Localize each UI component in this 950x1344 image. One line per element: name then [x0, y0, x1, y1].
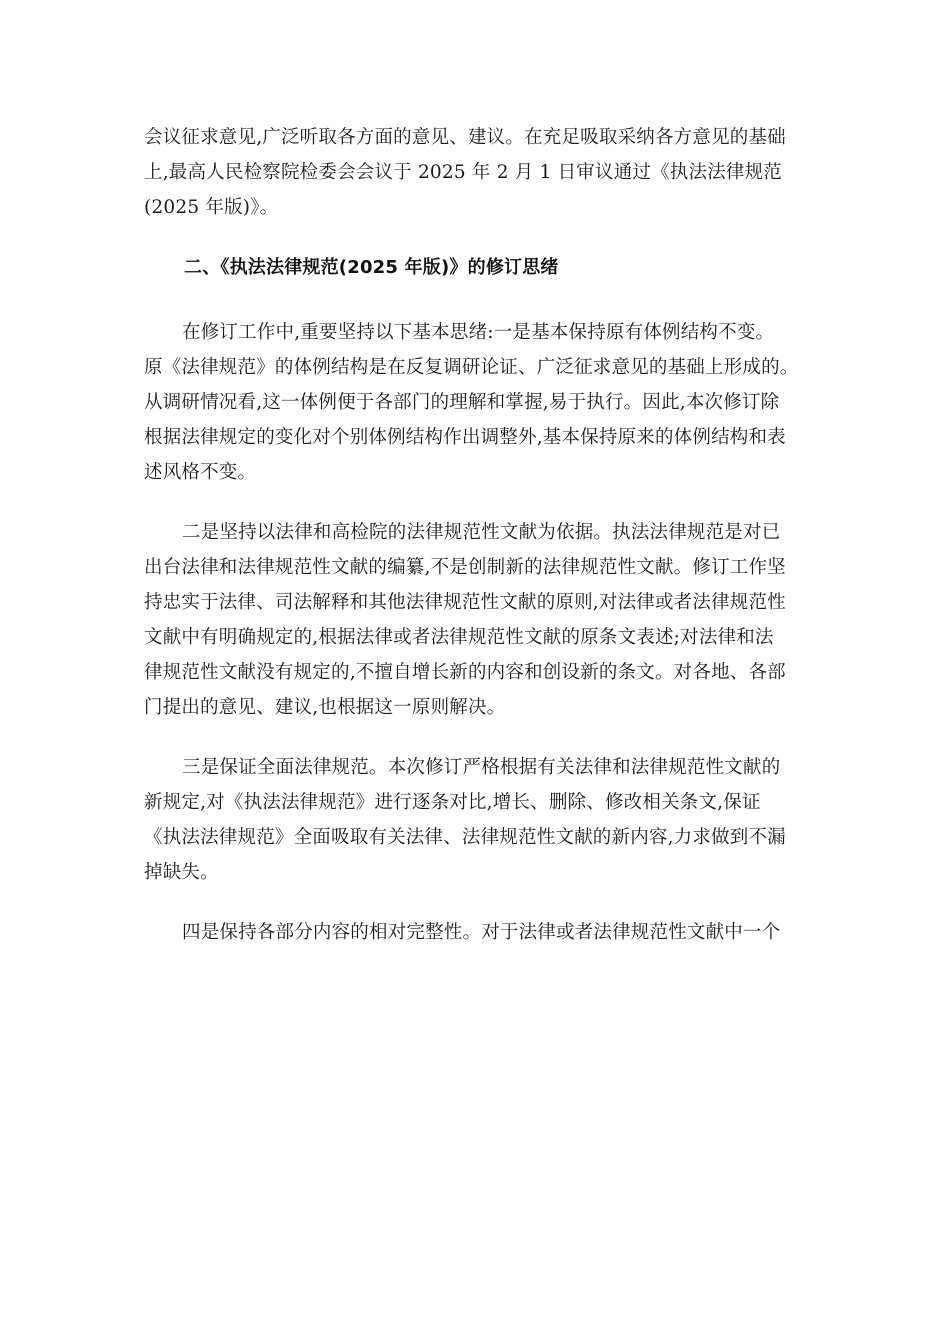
paragraph-line: 文献中有明确规定的,根据法律或者法律规范性文献的原条文表述;对法律和法 — [144, 627, 774, 648]
paragraph-line: 三是保证全面法律规范。本次修订严格根据有关法律和法律规范性文献的 — [182, 757, 781, 778]
paragraph-line: 在修订工作中,重要坚持以下基本思绪:一是基本保持原有体例结构不变。 — [182, 322, 775, 343]
paragraph-line: 门提出的意见、建议,也根据这一原则解决。 — [144, 697, 506, 718]
paragraph-1 — [144, 120, 809, 225]
paragraph-line: 从调研情况看,这一体例便于各部门的理解和掌握,易于执行。因此,本次修订除 — [144, 392, 780, 413]
paragraph-line: (2025 年版)》。 — [144, 197, 279, 218]
paragraph-line: 律规范性文献没有规定的,不擅自增长新的内容和创设新的条文。对各地、各部 — [144, 662, 786, 683]
paragraph-line: 根据法律规定的变化对个别体例结构作出调整外,基本保持原来的体例结构和表 — [144, 427, 786, 448]
paragraph-line: 持忠实于法律、司法解释和其他法律规范性文献的原则,对法律或者法律规范性 — [144, 592, 786, 613]
paragraph-line: 掉缺失。 — [144, 862, 219, 883]
paragraph-line: 二是坚持以法律和高检院的法律规范性文献为依据。执法法律规范是对已 — [182, 522, 781, 543]
paragraph-line: 原《法律规范》的体例结构是在反复调研论证、广泛征求意见的基础上形成的。 — [144, 357, 799, 378]
paragraph-4 — [144, 750, 809, 890]
paragraph-line: 四是保持各部分内容的相对完整性。对于法律或者法律规范性文献中一个 — [182, 922, 781, 943]
section-heading: 二、《执法法律规范(2025 年版)》的修订思绪 — [184, 257, 559, 278]
paragraph-line: 会议征求意见,广泛听取各方面的意见、建议。在充足吸取采纳各方意见的基础 — [144, 127, 786, 148]
paragraph-line: 《执法法律规范》全面吸取有关法律、法律规范性文献的新内容,力求做到不漏 — [144, 827, 786, 848]
paragraph-line: 上,最高人民检察院检委会会议于 2025 年 2 月 1 日审议通过《执法法律规范 — [144, 162, 782, 183]
paragraph-line: 述风格不变。 — [144, 462, 257, 483]
paragraph-3 — [144, 515, 809, 725]
paragraph-5 — [144, 915, 809, 950]
paragraph-2 — [144, 315, 809, 490]
paragraph-line: 出台法律和法律规范性文献的编纂,不是创制新的法律规范性文献。修订工作坚 — [144, 557, 786, 578]
document-body — [144, 120, 809, 975]
paragraph-line: 新规定,对《执法法律规范》进行逐条对比,增长、删除、修改相关条文,保证 — [144, 792, 761, 813]
